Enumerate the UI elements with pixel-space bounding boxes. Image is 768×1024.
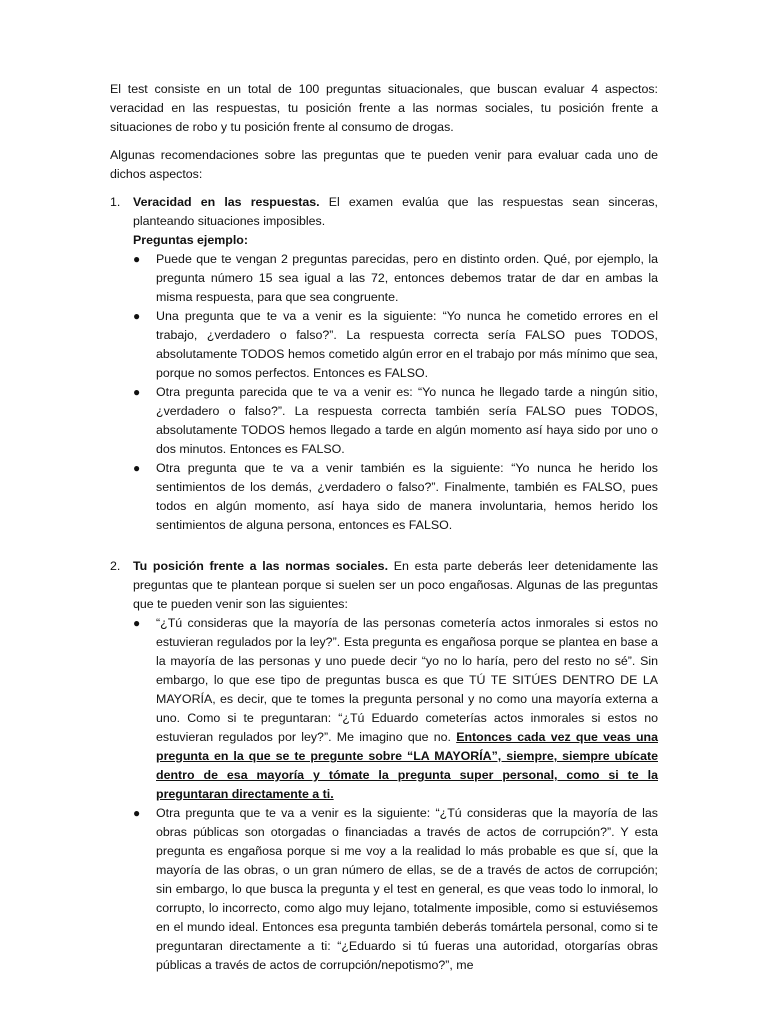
list-item-text: Otra pregunta que te va a venir es la siguiente: “¿Tú consideras que la mayoría de las obras públicas son otorgadas o financiadas a través de actos de corrupción?”. Y esta pregunta es engañosa porque si me voy a la realidad lo más probable es que sí, que la mayoría de las obras, o un gran número de ellas, se de a través de actos de corrupción; sin embargo, lo que busca la pregunta y el test en general, es que veas todo lo inmoral, lo corrupto, lo incorrecto, como algo muy lejano, totalmente imposible, como si estuviésemos en el mundo ideal. Entonces esa pregunta también deberás tomártela personal, como si te preguntaran directamente a ti: “¿Eduardo si tú fueras una autoridad, otorgarías obras públicas a través de actos de corrupción/nepotismo?”, me — [156, 806, 658, 972]
section-title: Tu posición frente a las normas sociales. — [133, 559, 389, 573]
bullet-icon: ● — [133, 309, 141, 323]
list-item-text: Otra pregunta que te va a venir también es la siguiente: “Yo nunca he herido los sentimientos de los demás, ¿verdadero o falso?”. Finalmente, también es FALSO, pues todos en algún momento, así haya sido de manera involuntaria, hemos herido los sentimientos de alguna persona, entonces es FALSO. — [156, 461, 658, 532]
section-number: 2. — [110, 559, 121, 573]
example-list — [133, 614, 658, 975]
list-item-text: Otra pregunta parecida que te va a venir es: “Yo nunca he llegado tarde a ningún sitio, ¿verdadero o falso?”. La respuesta correcta también sería FALSO pues TODOS, absolutamente TODOS hemos llegado a tarde en algún momento así haya sido por uno o dos minutos. Entonces es FALSO. — [156, 385, 658, 456]
bullet-icon: ● — [133, 385, 141, 399]
intro-recommendations: Algunas recomendaciones sobre las preguntas que te pueden venir para evaluar cada uno de dichos aspectos: — [110, 148, 658, 181]
section-spacer — [110, 535, 658, 557]
section-body — [133, 193, 658, 231]
section-normas-sociales — [110, 557, 658, 975]
bullet-icon: ● — [133, 616, 141, 630]
list-item-text: Puede que te vengan 2 preguntas parecidas, pero en distinto orden. Qué, por ejemplo, la pregunta número 15 sea igual a las 72, entonces debemos tratar de dar en ambas la misma respuesta, para que sea congruente. — [156, 252, 658, 304]
list-item — [133, 250, 658, 307]
section-text: En esta parte deberás leer detenidamente las preguntas que te plantean porque si suelen ser un poco engañosas. Algunas de las preguntas que te pueden venir son las siguientes: — [133, 559, 659, 611]
examples-heading: Preguntas ejemplo: — [133, 233, 248, 247]
example-list — [133, 250, 658, 535]
section-text: El examen evalúa que las respuestas sean sinceras, planteando situaciones imposibles. — [133, 195, 658, 228]
list-item — [133, 383, 658, 459]
section-veracidad — [110, 193, 658, 535]
list-item-text: Una pregunta que te va a venir es la siguiente: “Yo nunca he cometido errores en el trabajo, ¿verdadero o falso?”. La respuesta correcta sería FALSO pues TODOS, absolutamente TODOS hemos cometido algún error en el trabajo por más mínimo que sea, porque no somos perfectos. Entonces es FALSO. — [156, 309, 658, 380]
section-title: Veracidad en las respuestas. — [133, 195, 320, 209]
list-item-text: “¿Tú consideras que la mayoría de las personas cometería actos inmorales si estos no estuvieran regulados por la ley?”. Esta pregunta es engañosa porque se plantea en base a la mayoría de las personas y uno puede decir “yo no lo haría, pero del resto no sé”. Sin embargo, lo que ese tipo de preguntas busca es que TÚ TE SITÚES DENTRO DE LA MAYORÍA, es decir, que te tomes la pregunta personal y no como una mayoría externa a uno. Como si te preguntaran: “¿Tú Eduardo cometerías actos inmorales si estos no estuvieran regulados por ley?”. Me imagino que no. — [156, 616, 658, 744]
intro-paragraph: El test consiste en un total de 100 preguntas situacionales, que buscan evaluar 4 aspectos: veracidad en las respuestas, tu posición frente a las normas sociales, tu posición frente a situaciones de robo y tu posición frente al consumo de drogas. — [110, 82, 658, 134]
bullet-icon: ● — [133, 461, 141, 475]
section-number: 1. — [110, 195, 121, 209]
bullet-icon: ● — [133, 252, 141, 266]
list-item — [133, 614, 658, 804]
list-item — [133, 307, 658, 383]
emphasized-advice: Entonces cada vez que veas una pregunta en la que se te pregunte sobre “LA MAYORÍA”, siempre, siempre ubícate dentro de esa mayoría y tómate la pregunta super personal, como si te la preguntaran directamente a ti. — [156, 730, 658, 801]
list-item — [133, 804, 658, 975]
bullet-icon: ● — [133, 806, 141, 820]
list-item — [133, 459, 658, 535]
section-body — [133, 557, 658, 614]
